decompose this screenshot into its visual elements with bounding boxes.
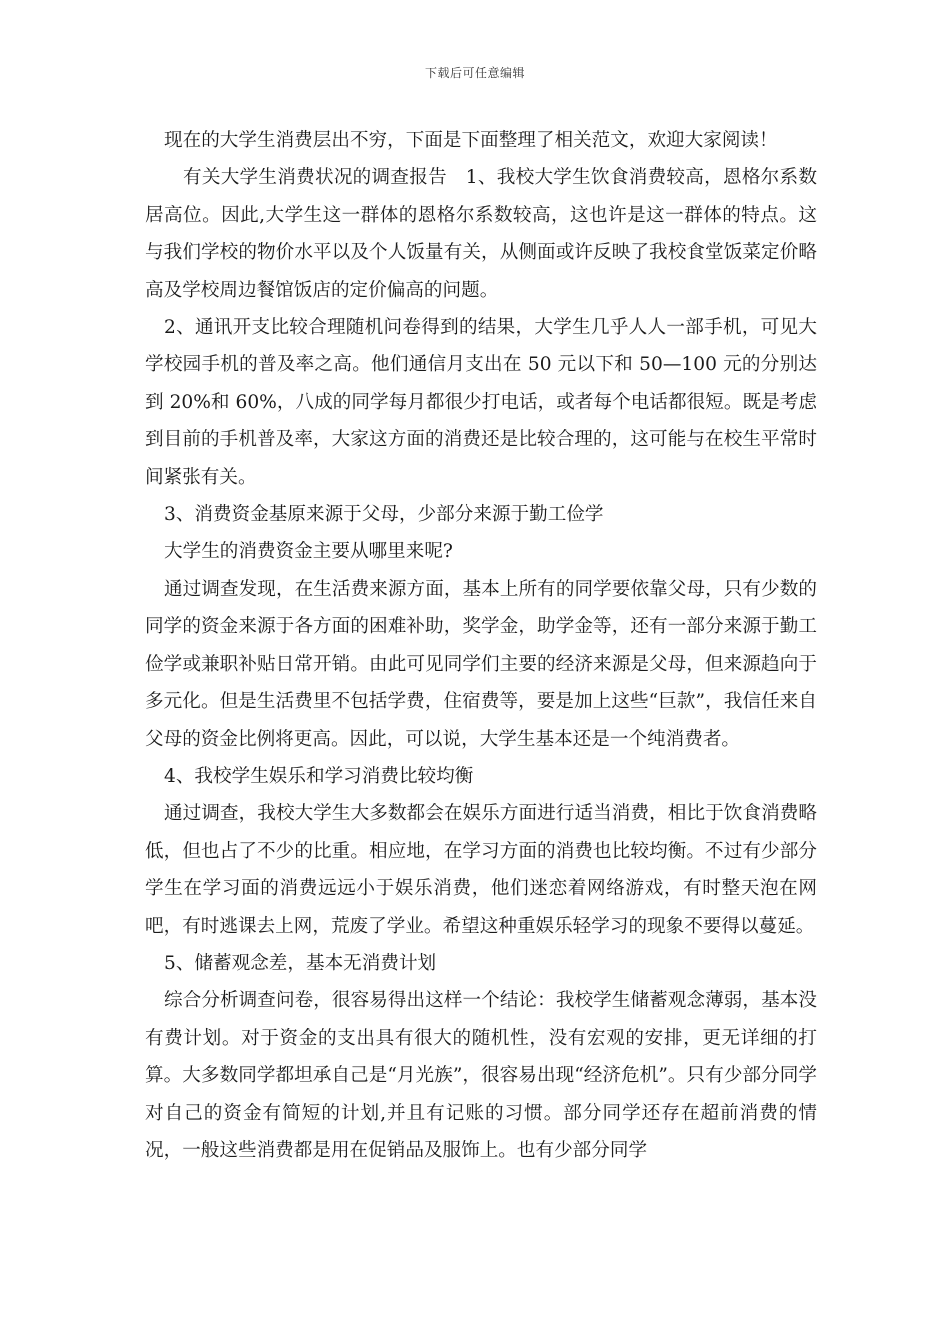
paragraph-item-2: 2、通讯开支比较合理随机问卷得到的结果，大学生几乎人人一部手机，可见大学校园手机的普及率之高。他们通信月支出在 50 元以下和 50—100 元的分别达到 20%和 60%，八成的同学每月都很少打电话，或者每个电话都很短。既是考虑到目前的手机普及率，大家这方面的消费还是比较合理的，这可能与在校生平常时间紧张有关。 — [145, 317, 817, 488]
paragraph-question: 大学生的消费资金主要从哪里来呢? — [164, 541, 453, 563]
page-header: 下载后可任意编辑 — [424, 66, 525, 80]
paragraph-entertainment-study: 通过调查，我校大学生大多数都会在娱乐方面进行适当消费，相比于饮食消费略低，但也占了不少的比重。相应地，在学习方面的消费也比较均衡。不过有少部分学生在学习面的消费远远小于娱乐消费，他们迷恋着网络游戏，有时整天泡在网吧，有时逃课去上网，荒废了学业。希望这种重娱乐轻学习的现象不要得以蔓延。 — [145, 803, 817, 937]
paragraph-item-5-heading: 5、储蓄观念差，基本无消费计划 — [164, 952, 437, 974]
document-body — [145, 122, 817, 1169]
paragraph-savings-analysis: 综合分析调查问卷，很容易得出这样一个结论：我校学生储蓄观念薄弱，基本没有费计划。对于资金的支出具有很大的随机性，没有宏观的安排，更无详细的打算。大多数同学都坦承自己是“月光族”，很容易出现“经济危机”。只有少部分同学对自己的资金有简短的计划,并且有记账的习惯。部分同学还存在超前消费的情况，一般这些消费都是用在促销品及服饰上。也有少部分同学 — [145, 990, 817, 1161]
paragraph-funding-source: 通过调查发现，在生活费来源方面，基本上所有的同学要依靠父母，只有少数的同学的资金来源于各方面的困难补助，奖学金，助学金等，还有一部分来源于勤工俭学或兼职补贴日常开销。由此可见同学们主要的经济来源是父母，但来源趋向于多元化。但是生活费里不包括学费，住宿费等，要是加上这些“巨款”，我信任来自父母的资金比例将更高。因此，可以说，大学生基本还是一个纯消费者。 — [145, 578, 817, 750]
paragraph-item-4-heading: 4、我校学生娱乐和学习消费比较均衡 — [164, 765, 474, 787]
paragraph-item-3-heading: 3、消费资金基原来源于父母，少部分来源于勤工俭学 — [164, 504, 604, 526]
paragraph-report-title-item-1: 有关大学生消费状况的调查报告 1、我校大学生饮食消费较高，恩格尔系数居高位。因此,大学生这一群体的恩格尔系数较高，这也许是这一群体的特点。这与我们学校的物价水平以及个人饭量有关，从侧面或许反映了我校食堂饭菜定价略高及学校周边餐馆饭店的定价偏高的问题。 — [145, 167, 817, 301]
paragraph-intro: 现在的大学生消费层出不穷，下面是下面整理了相关范文，欢迎大家阅读！ — [164, 130, 778, 151]
